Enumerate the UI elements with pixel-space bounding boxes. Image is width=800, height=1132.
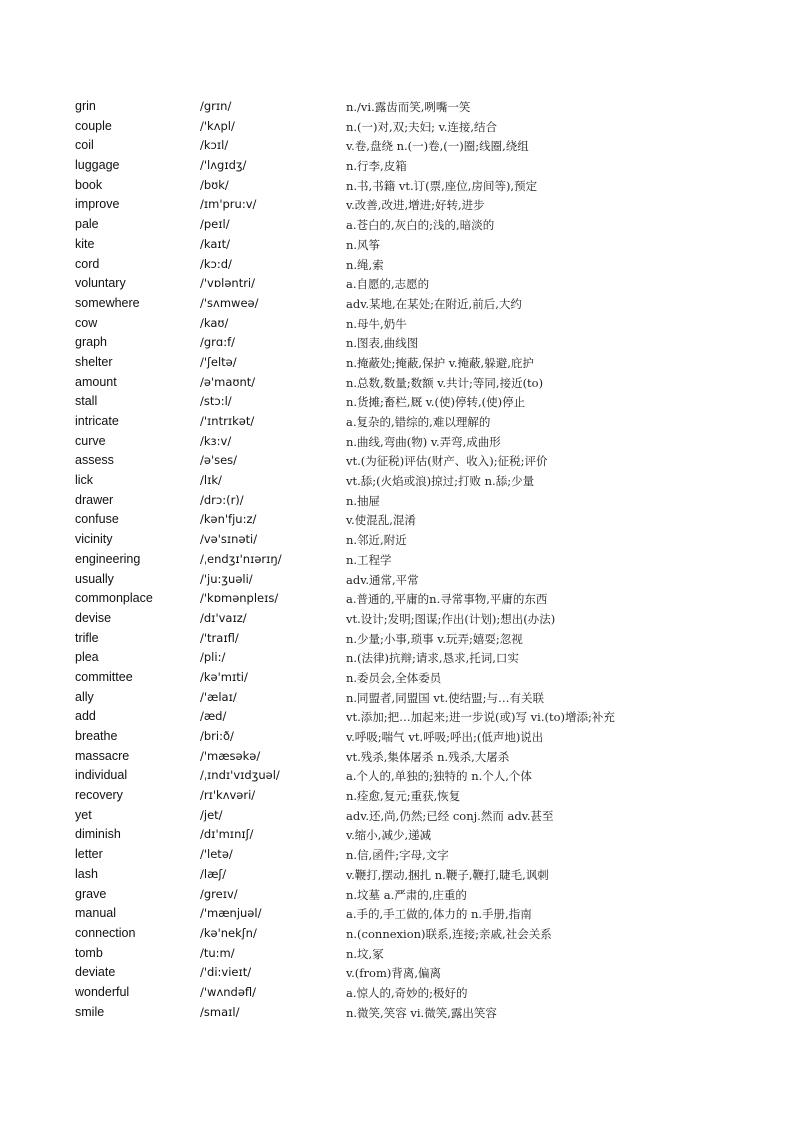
- vocab-entry: [0, 806, 800, 826]
- entry-definition: vt.设计;发明;图谋;作出(计划);想出(办法): [346, 611, 556, 626]
- entry-word: ally: [75, 689, 94, 704]
- entry-word: voluntary: [75, 276, 126, 291]
- entry-word: somewhere: [75, 295, 140, 310]
- vocab-entry: [0, 432, 800, 452]
- vocab-entry: [0, 510, 800, 530]
- entry-phonetic: /və'sɪnəti/: [200, 532, 258, 547]
- entry-phonetic: /kaʊ/: [200, 315, 229, 330]
- entry-word: curve: [75, 433, 106, 448]
- entry-phonetic: /'mæsəkə/: [200, 748, 261, 763]
- entry-phonetic: /peɪl/: [200, 217, 230, 232]
- vocab-entry: [0, 747, 800, 767]
- entry-word: trifle: [75, 630, 99, 645]
- entry-word: kite: [75, 236, 95, 251]
- vocab-entry: [0, 609, 800, 629]
- entry-word: yet: [75, 807, 92, 822]
- entry-phonetic: /kaɪt/: [200, 236, 231, 251]
- vocab-entry: [0, 1003, 800, 1023]
- vocab-entry: [0, 786, 800, 806]
- entry-phonetic: /'vɒləntri/: [200, 276, 256, 291]
- vocab-entry: [0, 944, 800, 964]
- vocab-entry: [0, 766, 800, 786]
- entry-word: lash: [75, 866, 98, 881]
- entry-definition: n.总数,数量;数额 v.共计;等同,接近(to): [346, 375, 544, 390]
- entry-word: letter: [75, 847, 103, 862]
- entry-phonetic: /kɔɪl/: [200, 138, 229, 153]
- entry-word: coil: [75, 138, 94, 153]
- vocab-entry: [0, 963, 800, 983]
- entry-phonetic: /kə'nekʃn/: [200, 925, 257, 940]
- entry-phonetic: /'lʌgɪdʒ/: [200, 158, 247, 173]
- entry-word: plea: [75, 650, 99, 665]
- entry-word: drawer: [75, 492, 114, 507]
- entry-definition: v.卷,盘绕 n.(一)卷,(一)圈;线圈,绕组: [346, 139, 529, 154]
- entry-word: smile: [75, 1004, 105, 1019]
- entry-phonetic: /'kɒmənpleɪs/: [200, 591, 279, 606]
- entry-definition: vt.(为征税)评估(财产、收入);征税;评价: [346, 454, 548, 469]
- entry-definition: n.少量;小事,琐事 v.玩弄;嬉耍;忽视: [346, 631, 523, 646]
- vocab-entry: [0, 136, 800, 156]
- vocab-entry: [0, 924, 800, 944]
- entry-definition: n./vi.露齿而笑,咧嘴一笑: [346, 100, 471, 114]
- entry-definition: a.自愿的,志愿的: [346, 277, 430, 292]
- entry-word: shelter: [75, 354, 113, 369]
- entry-phonetic: /pli:/: [200, 650, 226, 665]
- entry-phonetic: /læʃ/: [200, 866, 227, 881]
- vocab-entry: [0, 589, 800, 609]
- entry-definition: n.曲线,弯曲(物) v.弄弯,成曲形: [346, 434, 501, 449]
- entry-word: lick: [75, 473, 94, 488]
- entry-phonetic: /rɪ'kʌvəri/: [200, 788, 256, 803]
- vocab-entry: [0, 904, 800, 924]
- entry-phonetic: /'mænjuəl/: [200, 906, 262, 921]
- entry-definition: v.改善,改进,增进;好转,进步: [346, 198, 485, 213]
- entry-phonetic: /'ælaɪ/: [200, 689, 237, 704]
- entry-phonetic: /bri:ð/: [200, 729, 234, 743]
- entry-word: graph: [75, 335, 107, 350]
- entry-definition: n.微笑,笑容 vi.微笑,露出笑容: [346, 1005, 497, 1020]
- vocab-entry: [0, 274, 800, 294]
- entry-definition: adv.通常,平常: [346, 572, 419, 587]
- entry-phonetic: /ɪm'pru:v/: [200, 197, 257, 212]
- entry-word: intricate: [75, 414, 119, 428]
- vocab-entry: [0, 255, 800, 275]
- vocab-entry: [0, 648, 800, 668]
- entry-word: luggage: [75, 158, 120, 173]
- entry-definition: n.母牛,奶牛: [346, 316, 407, 331]
- vocab-entry: [0, 97, 800, 117]
- vocabulary-list: [0, 97, 800, 1022]
- vocab-entry: [0, 235, 800, 255]
- entry-phonetic: /kə'mɪti/: [200, 669, 248, 684]
- entry-definition: v.使混乱,混淆: [346, 513, 416, 528]
- entry-phonetic: /'traɪfl/: [200, 630, 239, 645]
- entry-phonetic: /'ju:ʒuəli/: [200, 571, 253, 586]
- entry-word: improve: [75, 197, 120, 212]
- entry-definition: a.普通的,平庸的n.寻常事物,平庸的东西: [346, 592, 548, 607]
- entry-word: couple: [75, 118, 112, 133]
- entry-definition: a.惊人的,奇妙的;极好的: [346, 985, 468, 1000]
- entry-definition: adv.还,尚,仍然;已经 conj.然而 adv.甚至: [346, 808, 554, 823]
- vocab-entry: [0, 117, 800, 137]
- vocab-entry: [0, 412, 800, 432]
- entry-phonetic: /lɪk/: [200, 473, 222, 488]
- entry-word: add: [75, 709, 96, 724]
- entry-phonetic: /ə'ses/: [200, 453, 238, 468]
- entry-phonetic: /ˌɪndɪ'vɪdʒuəl/: [200, 768, 280, 783]
- vocab-entry: [0, 570, 800, 590]
- entry-phonetic: /'letə/: [200, 847, 233, 862]
- entry-word: grin: [75, 99, 96, 113]
- vocab-entry: [0, 885, 800, 905]
- entry-definition: n.痊愈,复元;重获,恢复: [346, 789, 461, 804]
- entry-word: cow: [75, 315, 98, 330]
- entry-definition: n.(connexion)联系,连接;亲戚,社会关系: [346, 926, 552, 941]
- vocab-entry: [0, 825, 800, 845]
- entry-phonetic: /kɜ:v/: [200, 433, 232, 448]
- entry-word: tomb: [75, 945, 103, 960]
- entry-word: massacre: [75, 748, 130, 763]
- vocab-entry: [0, 707, 800, 727]
- entry-phonetic: /smaɪl/: [200, 1004, 240, 1019]
- entry-phonetic: /dɪ'mɪnɪʃ/: [200, 827, 254, 842]
- entry-definition: n.坟,冢: [346, 946, 384, 961]
- entry-definition: n.(一)对,双;夫妇; v.连接,结合: [346, 119, 498, 134]
- entry-phonetic: /dɪ'vaɪz/: [200, 610, 247, 625]
- vocab-entry: [0, 491, 800, 511]
- entry-word: stall: [75, 394, 98, 409]
- entry-word: manual: [75, 906, 116, 921]
- entry-definition: v.鞭打,摆动,捆扎 n.鞭子,鞭打,睫毛,讽刺: [346, 867, 549, 882]
- entry-word: vicinity: [75, 532, 113, 547]
- entry-word: wonderful: [75, 984, 130, 999]
- entry-word: commonplace: [75, 591, 153, 606]
- entry-definition: a.个人的,单独的;独特的 n.个人,个体: [346, 769, 532, 784]
- entry-definition: n.行李,皮箱: [346, 159, 407, 174]
- vocab-entry: [0, 983, 800, 1003]
- entry-definition: adv.某地,在某处;在附近,前后,大约: [346, 296, 522, 311]
- entry-definition: v.(from)背离,偏离: [346, 966, 441, 981]
- entry-word: assess: [75, 453, 114, 468]
- entry-definition: vt.添加;把…加起来;进一步说(或)写 vi.(to)增添;补充: [346, 710, 615, 725]
- entry-definition: n.图表,曲线图: [346, 336, 419, 351]
- entry-definition: vt.舔;(火焰或浪)掠过;打败 n.舔;少量: [346, 474, 535, 489]
- entry-phonetic: /greɪv/: [200, 886, 238, 901]
- entry-phonetic: /tu:m/: [200, 945, 235, 960]
- entry-phonetic: /'wʌndəfl/: [200, 984, 257, 999]
- entry-definition: a.苍白的,灰白的;浅的,暗淡的: [346, 218, 495, 233]
- vocab-entry: [0, 845, 800, 865]
- entry-word: cord: [75, 256, 100, 271]
- entry-phonetic: /drɔ:(r)/: [200, 492, 244, 507]
- entry-definition: n.书,书籍 vt.订(票,座位,房间等),预定: [346, 178, 538, 193]
- vocab-entry: [0, 314, 800, 334]
- entry-definition: n.委员会,全体委员: [346, 670, 442, 685]
- entry-phonetic: /'sʌmweə/: [200, 295, 259, 310]
- vocab-entry: [0, 392, 800, 412]
- entry-phonetic: /æd/: [200, 709, 227, 724]
- vocab-entry: [0, 550, 800, 570]
- entry-definition: a.复杂的,错综的,难以理解的: [346, 415, 491, 429]
- entry-word: engineering: [75, 551, 141, 566]
- vocab-entry: [0, 727, 800, 747]
- entry-phonetic: /kɔ:d/: [200, 256, 232, 271]
- entry-word: grave: [75, 886, 107, 901]
- entry-definition: n.信,函件;字母,文字: [346, 848, 449, 863]
- entry-word: diminish: [75, 827, 121, 842]
- entry-phonetic: /'ɪntrɪkət/: [200, 414, 255, 428]
- entry-definition: n.工程学: [346, 552, 392, 567]
- vocab-entry: [0, 353, 800, 373]
- entry-definition: n.掩蔽处;掩蔽,保护 v.掩蔽,躲避,庇护: [346, 355, 534, 370]
- vocab-entry: [0, 451, 800, 471]
- entry-definition: vt.残杀,集体屠杀 n.残杀,大屠杀: [346, 749, 510, 764]
- entry-definition: a.手的,手工做的,体力的 n.手册,指南: [346, 907, 532, 922]
- entry-definition: n.货摊;畜栏,厩 v.(使)停转,(使)停止: [346, 395, 526, 410]
- vocab-entry: [0, 629, 800, 649]
- entry-word: connection: [75, 925, 136, 940]
- entry-definition: v.缩小,减少,递减: [346, 828, 432, 843]
- vocab-entry: [0, 373, 800, 393]
- vocab-entry: [0, 176, 800, 196]
- entry-phonetic: /ə'maʊnt/: [200, 374, 256, 389]
- entry-word: deviate: [75, 965, 116, 980]
- vocab-entry: [0, 471, 800, 491]
- entry-definition: n.同盟者,同盟国 vt.使结盟;与…有关联: [346, 690, 545, 705]
- entry-word: pale: [75, 217, 99, 232]
- entry-phonetic: /jet/: [200, 807, 223, 822]
- vocab-entry: [0, 215, 800, 235]
- vocab-entry: [0, 156, 800, 176]
- entry-word: committee: [75, 669, 133, 684]
- entry-phonetic: /'di:vieɪt/: [200, 965, 252, 980]
- entry-phonetic: /grɑ:f/: [200, 335, 235, 350]
- entry-phonetic: /'kʌpl/: [200, 118, 235, 133]
- entry-phonetic: /bʊk/: [200, 177, 229, 192]
- entry-word: amount: [75, 374, 117, 389]
- entry-word: confuse: [75, 512, 119, 527]
- entry-word: breathe: [75, 729, 118, 743]
- entry-definition: n.风筝: [346, 237, 381, 252]
- entry-phonetic: /grɪn/: [200, 99, 232, 113]
- entry-definition: n.邻近,附近: [346, 533, 407, 548]
- vocab-entry: [0, 865, 800, 885]
- vocab-entry: [0, 688, 800, 708]
- entry-phonetic: /'ʃeltə/: [200, 354, 237, 369]
- entry-word: usually: [75, 571, 114, 586]
- entry-word: recovery: [75, 788, 123, 803]
- vocab-entry: [0, 333, 800, 353]
- vocab-entry: [0, 294, 800, 314]
- entry-definition: n.(法律)抗辩;请求,恳求,托词,口实: [346, 651, 519, 666]
- entry-definition: n.抽屉: [346, 493, 381, 508]
- entry-phonetic: /kən'fju:z/: [200, 512, 257, 527]
- entry-word: book: [75, 177, 103, 192]
- entry-word: devise: [75, 610, 112, 625]
- vocab-entry: [0, 530, 800, 550]
- entry-word: individual: [75, 768, 128, 783]
- entry-definition: n.坟墓 a.严肃的,庄重的: [346, 887, 467, 902]
- vocab-entry: [0, 668, 800, 688]
- vocab-entry: [0, 195, 800, 215]
- entry-definition: v.呼吸;喘气 vt.呼吸;呼出;(低声地)说出: [346, 730, 544, 744]
- entry-phonetic: /stɔ:l/: [200, 394, 232, 409]
- entry-definition: n.绳,索: [346, 257, 384, 272]
- entry-phonetic: /ˌendʒɪ'nɪərɪŋ/: [200, 551, 282, 566]
